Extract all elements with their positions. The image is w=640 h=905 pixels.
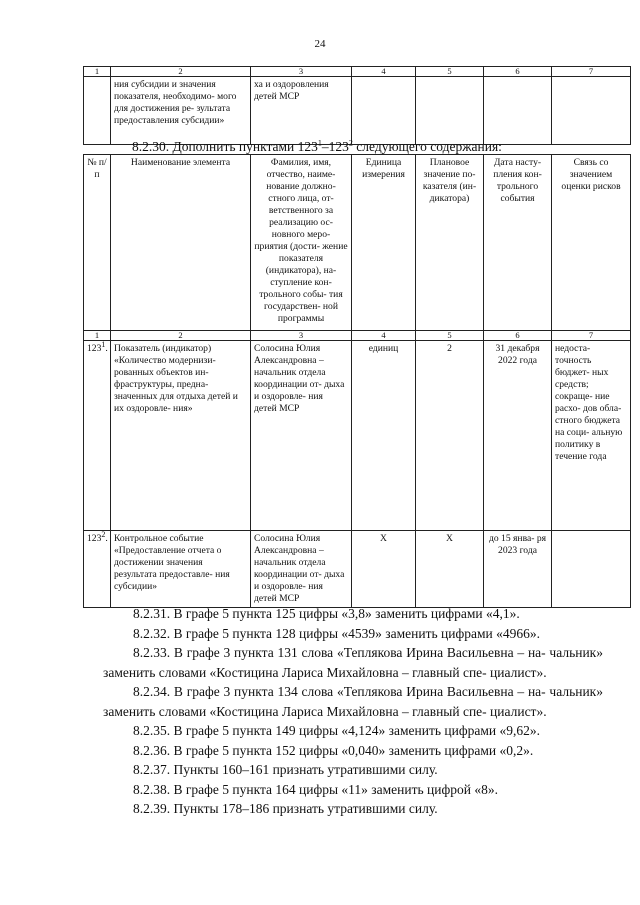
col-num: 6 — [484, 67, 552, 77]
col-num: 7 — [552, 331, 631, 341]
paragraph: 8.2.34. В графе 3 пункта 134 слова «Теплякова Ирина Васильевна – на- чальник» заменить словами «Костицина Лариса Михайловна – главный спе- циалист». — [103, 684, 603, 719]
cell-responsible: Солосина Юлия Александровна – начальник отдела координации от- дыха и оздоровле- ния детей МСР — [251, 531, 352, 608]
col-num: 2 — [111, 67, 251, 77]
header-cell: Дата насту- пления кон- трольного события — [484, 155, 552, 331]
continuation-table — [83, 66, 631, 145]
cell-date: до 15 янва- ря 2023 года — [484, 531, 552, 608]
paragraph: 8.2.35. В графе 5 пункта 149 цифры «4,124» заменить цифрами «9,62». — [133, 723, 540, 738]
col-num: 3 — [251, 67, 352, 77]
col-num: 3 — [251, 331, 352, 341]
amendment-paragraphs — [103, 604, 603, 819]
col-num: 4 — [352, 67, 416, 77]
col-num: 2 — [111, 331, 251, 341]
column-number-row — [84, 331, 631, 341]
page-number: 24 — [314, 38, 326, 50]
header-cell: Фамилия, имя, отчество, наиме- нование должно- стного лица, от- ветственного за реализацию ос- новного меро- приятия (дости- жение показателя (индикатора), на- ступление кон- трольного собы- тия государствен- ной программы — [251, 155, 352, 331]
main-table — [83, 154, 631, 608]
column-number-row — [84, 67, 631, 77]
header-cell: Наименование элемента — [111, 155, 251, 331]
paragraph: 8.2.36. В графе 5 пункта 152 цифры «0,040» заменить цифрами «0,2». — [133, 742, 534, 758]
cell-responsible: Солосина Юлия Александровна – начальник отдела координации от- дыха и оздоровле- ния детей МСР — [251, 341, 352, 531]
col-num: 5 — [416, 331, 484, 341]
header-cell: Плановое значение по- казателя (ин- дикатора) — [416, 155, 484, 331]
col-num: 5 — [416, 67, 484, 77]
col-num: 7 — [552, 67, 631, 77]
cell-value: X — [416, 531, 484, 608]
col-num: 6 — [484, 331, 552, 341]
cell-name: ния субсидии и значения показателя, необходимо- мого для достижения ре- зультата предоставления субсидии» — [111, 77, 251, 145]
cell-unit: X — [352, 531, 416, 608]
paragraph: 8.2.39. Пункты 178–186 признать утратившими силу. — [133, 801, 438, 816]
cell-number: $123^1$. — [84, 341, 111, 531]
cell-unit: единиц — [352, 341, 416, 531]
section-heading: 8.2.30. Дополнить пунктами $123^1-123^2$ следующего содержания: — [132, 138, 502, 154]
header-cell: Связь со значением оценки рисков — [552, 155, 631, 331]
cell-responsible: ха и оздоровления детей МСР — [251, 77, 352, 145]
cell-risk: недоста- точность бюджет- ных средств; сокраще- ние расхо- дов обла- стного бюджета на соци- альную политику в течение года — [552, 341, 631, 531]
cell-risk — [552, 531, 631, 608]
cell-value: 2 — [416, 341, 484, 531]
cell-name: Показатель (индикатор) «Количество модернизи- рованных объектов ин- фраструктуры, предна- значенных для отдыха детей и их оздоровле- ния» — [111, 341, 251, 531]
paragraph: 8.2.37. Пункты 160–161 признать утратившими силу. — [133, 762, 438, 777]
paragraph: 8.2.38. В графе 5 пункта 164 цифры «11» заменить цифрой «8». — [133, 781, 498, 797]
cell-date: 31 декабря 2022 года — [484, 341, 552, 531]
table-row — [84, 77, 631, 145]
cell-name: Контрольное событие «Предоставление отчета о достижении значения результата предоставле- ния субсидии» — [111, 531, 251, 608]
col-num: 4 — [352, 331, 416, 341]
col-num: 1 — [84, 67, 111, 77]
table-row — [84, 341, 631, 531]
table-row — [84, 531, 631, 608]
col-num: 1 — [84, 331, 111, 341]
cell-number: $123^2$. — [84, 531, 111, 608]
header-cell: Единица измерения — [352, 155, 416, 331]
header-cell: № п/п — [84, 155, 111, 331]
table-header-row — [84, 155, 631, 331]
paragraph: 8.2.32. В графе 5 пункта 128 цифры «4539» заменить цифрами «4966». — [133, 625, 540, 641]
paragraph: 8.2.31. В графе 5 пункта 125 цифры «3,8» заменить цифрами «4,1». — [133, 606, 520, 621]
paragraph: 8.2.33. В графе 3 пункта 131 слова «Теплякова Ирина Васильевна – на- чальник» заменить словами «Костицина Лариса Михайловна – главный спе- циалист». — [103, 645, 603, 680]
